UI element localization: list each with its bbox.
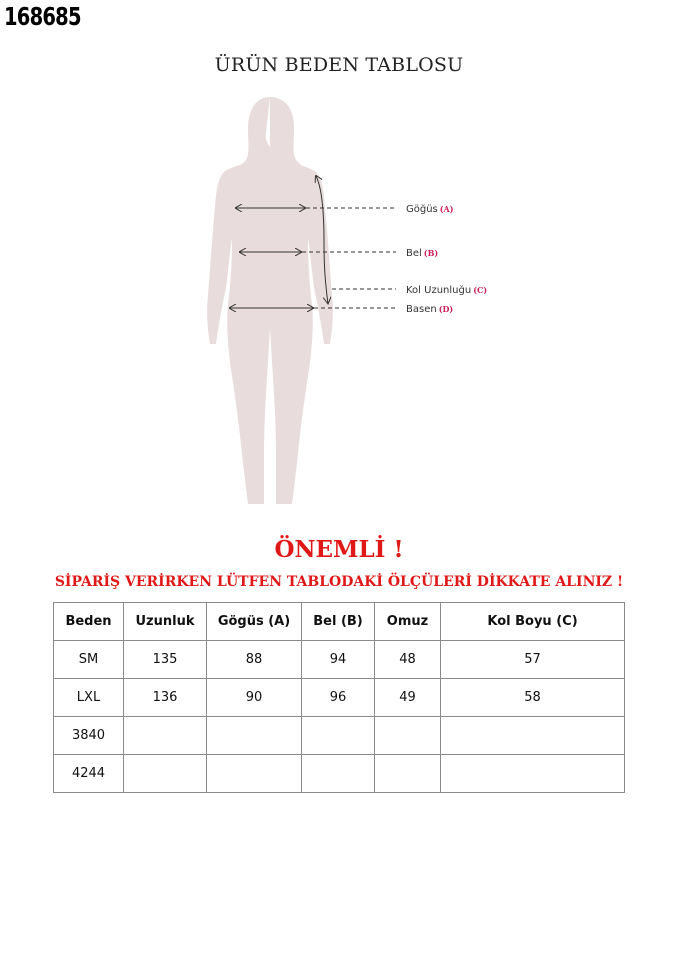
size-table bbox=[53, 602, 625, 793]
product-code: 168685 bbox=[4, 2, 81, 31]
table-cell: SM bbox=[54, 641, 124, 679]
table-cell: 90 bbox=[207, 679, 302, 717]
table-row bbox=[54, 679, 625, 717]
table-cell: 88 bbox=[207, 641, 302, 679]
table-row bbox=[54, 755, 625, 793]
measure-label-arm: Kol Uzunluğu (C) bbox=[406, 285, 488, 296]
table-cell: 135 bbox=[124, 641, 207, 679]
important-heading: ÖNEMLİ ! bbox=[274, 536, 404, 563]
table-cell bbox=[302, 717, 375, 755]
table-cell bbox=[302, 755, 375, 793]
table-cell bbox=[124, 717, 207, 755]
measure-label-chest: Göğüs (A) bbox=[406, 204, 454, 215]
page-title: ÜRÜN BEDEN TABLOSU bbox=[214, 54, 464, 76]
table-cell: 3840 bbox=[54, 717, 124, 755]
column-header-omuz: Omuz bbox=[375, 603, 441, 641]
measure-label-waist: Bel (B) bbox=[406, 248, 439, 259]
table-row bbox=[54, 717, 625, 755]
table-cell bbox=[441, 755, 625, 793]
column-header-gogus: Gögüs (A) bbox=[207, 603, 302, 641]
table-cell: LXL bbox=[54, 679, 124, 717]
table-cell: 48 bbox=[375, 641, 441, 679]
table-cell bbox=[124, 755, 207, 793]
measure-label-hip: Basen (D) bbox=[406, 304, 454, 315]
table-row bbox=[54, 641, 625, 679]
table-cell bbox=[207, 755, 302, 793]
column-header-beden: Beden bbox=[54, 603, 124, 641]
table-cell: 58 bbox=[441, 679, 625, 717]
table-header-row bbox=[54, 603, 625, 641]
column-header-bel: Bel (B) bbox=[302, 603, 375, 641]
table-cell bbox=[375, 755, 441, 793]
table-cell: 49 bbox=[375, 679, 441, 717]
table-cell: 136 bbox=[124, 679, 207, 717]
table-cell bbox=[441, 717, 625, 755]
table-cell bbox=[207, 717, 302, 755]
column-header-kol-boyu: Kol Boyu (C) bbox=[441, 603, 625, 641]
warning-notice: SİPARİŞ VERİRKEN LÜTFEN TABLODAKİ ÖLÇÜLERİ DİKKATE ALINIZ ! bbox=[54, 574, 624, 590]
body-measurement-figure bbox=[190, 92, 510, 512]
table-cell: 96 bbox=[302, 679, 375, 717]
table-cell: 57 bbox=[441, 641, 625, 679]
silhouette-diagram bbox=[190, 92, 510, 512]
woman-silhouette bbox=[207, 97, 333, 504]
column-header-uzunluk: Uzunluk bbox=[124, 603, 207, 641]
table-cell bbox=[375, 717, 441, 755]
table-cell: 4244 bbox=[54, 755, 124, 793]
table-cell: 94 bbox=[302, 641, 375, 679]
